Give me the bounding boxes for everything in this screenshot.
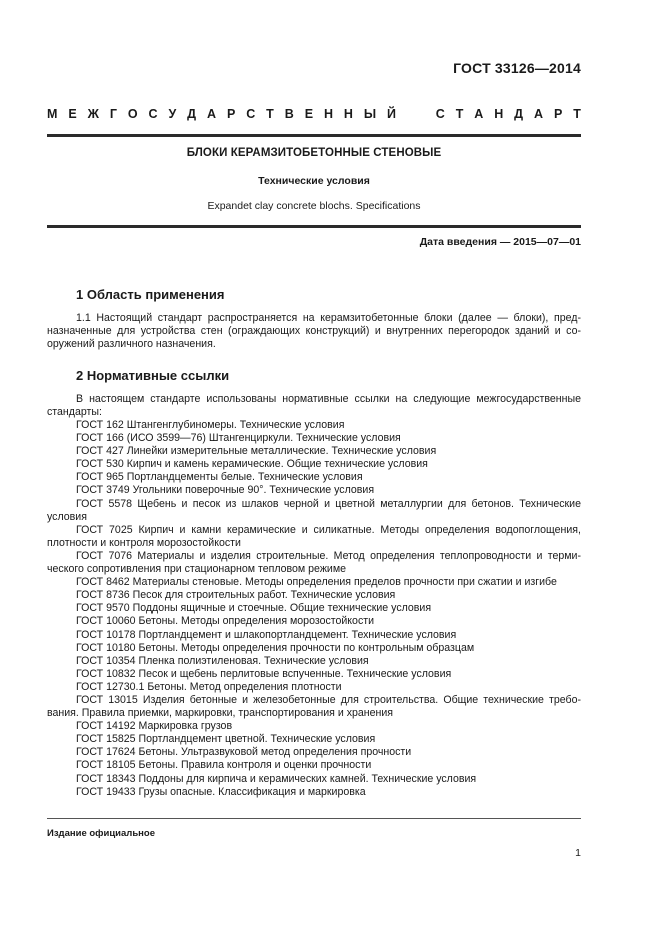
header-letter: С [246, 107, 256, 121]
header-letter: Й [387, 107, 397, 121]
reference-item: ГОСТ 10178 Портландцемент и шлакопортландцемент. Технические условия [76, 628, 457, 641]
document-code: ГОСТ 33126—2014 [453, 60, 581, 76]
section-1-text [47, 312, 581, 351]
reference-item: ГОСТ 10832 Песок и щебень перлитовые вспученные. Технические условия [76, 667, 452, 680]
header-letter: А [207, 107, 217, 121]
header-letter: Р [553, 107, 563, 121]
reference-item: ГОСТ 427 Линейки измерительные металлические. Технические условия [76, 445, 437, 458]
reference-item: ГОСТ 166 (ИСО 3599—76) Штангенциркули. Технические условия [76, 432, 401, 445]
reference-item: ГОСТ 10354 Пленка полиэтиленовая. Технические условия [76, 654, 369, 667]
standard-type-header [47, 101, 581, 127]
reference-item: ГОСТ 162 Штангенглубиномеры. Технические условия [76, 419, 345, 431]
reference-item: ГОСТ 965 Портландцементы белые. Технические условия [76, 471, 363, 484]
section-2-intro [47, 393, 581, 419]
reference-item: ГОСТ 18343 Поддоны для кирпича и керамических камней. Технические условия [76, 772, 477, 785]
header-letter: М [47, 107, 58, 121]
section-1-paragraph: 1.1 Настоящий стандарт распространяется на керамзитобетонные блоки (далее — блоки), пред-назначенные для устройства стен (ограждающих конструкций) и внутренних перегородок зданий и со-оружений различного назначения. [47, 312, 581, 351]
title-rule [47, 225, 581, 228]
header-letter: Т [455, 107, 464, 121]
english-title: Expandet clay concrete blochs. Specifications [207, 200, 421, 212]
header-letter: У [168, 107, 177, 121]
header-letter: Е [68, 107, 77, 121]
header-letter: Ы [363, 107, 377, 121]
reference-item: ГОСТ 19433 Грузы опасные. Классификация и маркировка [76, 785, 366, 798]
header-letter: Г [109, 107, 117, 121]
reference-item: ГОСТ 8736 Песок для строительных работ. Технические условия [76, 589, 396, 602]
section-2-intro-text: В настоящем стандарте использованы нормативные ссылки на следующие межгосударственные стандарты: [47, 393, 581, 419]
section-2-heading: 2 Нормативные ссылки [76, 368, 230, 383]
page-number: 1 [575, 847, 581, 859]
edition-note: Издание официальное [47, 828, 155, 839]
header-letter: Н [323, 107, 333, 121]
header-letter: А [474, 107, 484, 121]
header-letter: Н [494, 107, 504, 121]
header-letter [407, 107, 410, 121]
header-letter: А [534, 107, 544, 121]
reference-item: ГОСТ 14192 Маркировка грузов [76, 720, 233, 733]
header-letter: Р [226, 107, 236, 121]
header-letter: С [435, 107, 445, 121]
reference-item: ГОСТ 3749 Угольники поверочные 90°. Технические условия [76, 484, 375, 497]
reference-item: ГОСТ 12730.1 Бетоны. Метод определения плотности [76, 680, 342, 693]
header-letter [421, 107, 424, 121]
header-letter: В [284, 107, 294, 121]
header-letter: Н [343, 107, 353, 121]
footer-rule [47, 818, 581, 819]
reference-item: ГОСТ 10060 Бетоны. Методы определения морозостойкости [76, 615, 375, 628]
reference-item: ГОСТ 5578 Щебень и песок из шлаков черной и цветной металлургии для бетонов. Технические условия [47, 497, 581, 523]
header-rule [47, 134, 581, 137]
document-subtitle: Технические условия [258, 175, 370, 187]
header-letter: Е [304, 107, 314, 121]
reference-item: ГОСТ 530 Кирпич и камень керамические. Общие технические условия [76, 458, 428, 471]
reference-item: ГОСТ 10180 Бетоны. Методы определения прочности по контрольным образцам [76, 641, 475, 654]
reference-item: ГОСТ 13015 Изделия бетонные и железобетонные для строительства. Общие технические требо-вания. Правила приемки, маркировки, транспортирования и хранения [47, 693, 581, 720]
reference-item: ГОСТ 15825 Портландцемент цветной. Технические условия [76, 733, 376, 746]
reference-item: ГОСТ 9570 Поддоны ящичные и стоечные. Общие технические условия [76, 602, 432, 615]
header-letter: О [127, 107, 138, 121]
reference-item: ГОСТ 17624 Бетоны. Ультразвуковой метод определения прочности [76, 746, 412, 759]
reference-item: ГОСТ 7076 Материалы и изделия строительные. Метод определения теплопроводности и терми-ческого сопротивления при стационарном тепловом режиме [47, 549, 581, 576]
introduction-date: Дата введения — 2015—07—01 [419, 236, 581, 248]
reference-item: ГОСТ 18105 Бетоны. Правила контроля и оценки прочности [76, 759, 372, 772]
header-letter: Д [187, 107, 197, 121]
reference-list [47, 419, 581, 799]
header-letter: Ж [87, 107, 99, 121]
reference-item: ГОСТ 7025 Кирпич и камни керамические и силикатные. Методы определения водопоглощения, плотности и контроля морозостойкости [47, 523, 581, 549]
document-title: БЛОКИ КЕРАМЗИТОБЕТОННЫЕ СТЕНОВЫЕ [186, 147, 442, 159]
reference-item: ГОСТ 8462 Материалы стеновые. Методы определения пределов прочности при сжатии и изгибе [76, 576, 557, 589]
header-letter: Т [573, 107, 581, 121]
header-letter: Д [514, 107, 524, 121]
header-letter: С [148, 107, 158, 121]
header-letter: Т [266, 107, 274, 121]
section-1-heading: 1 Область применения [76, 287, 225, 302]
